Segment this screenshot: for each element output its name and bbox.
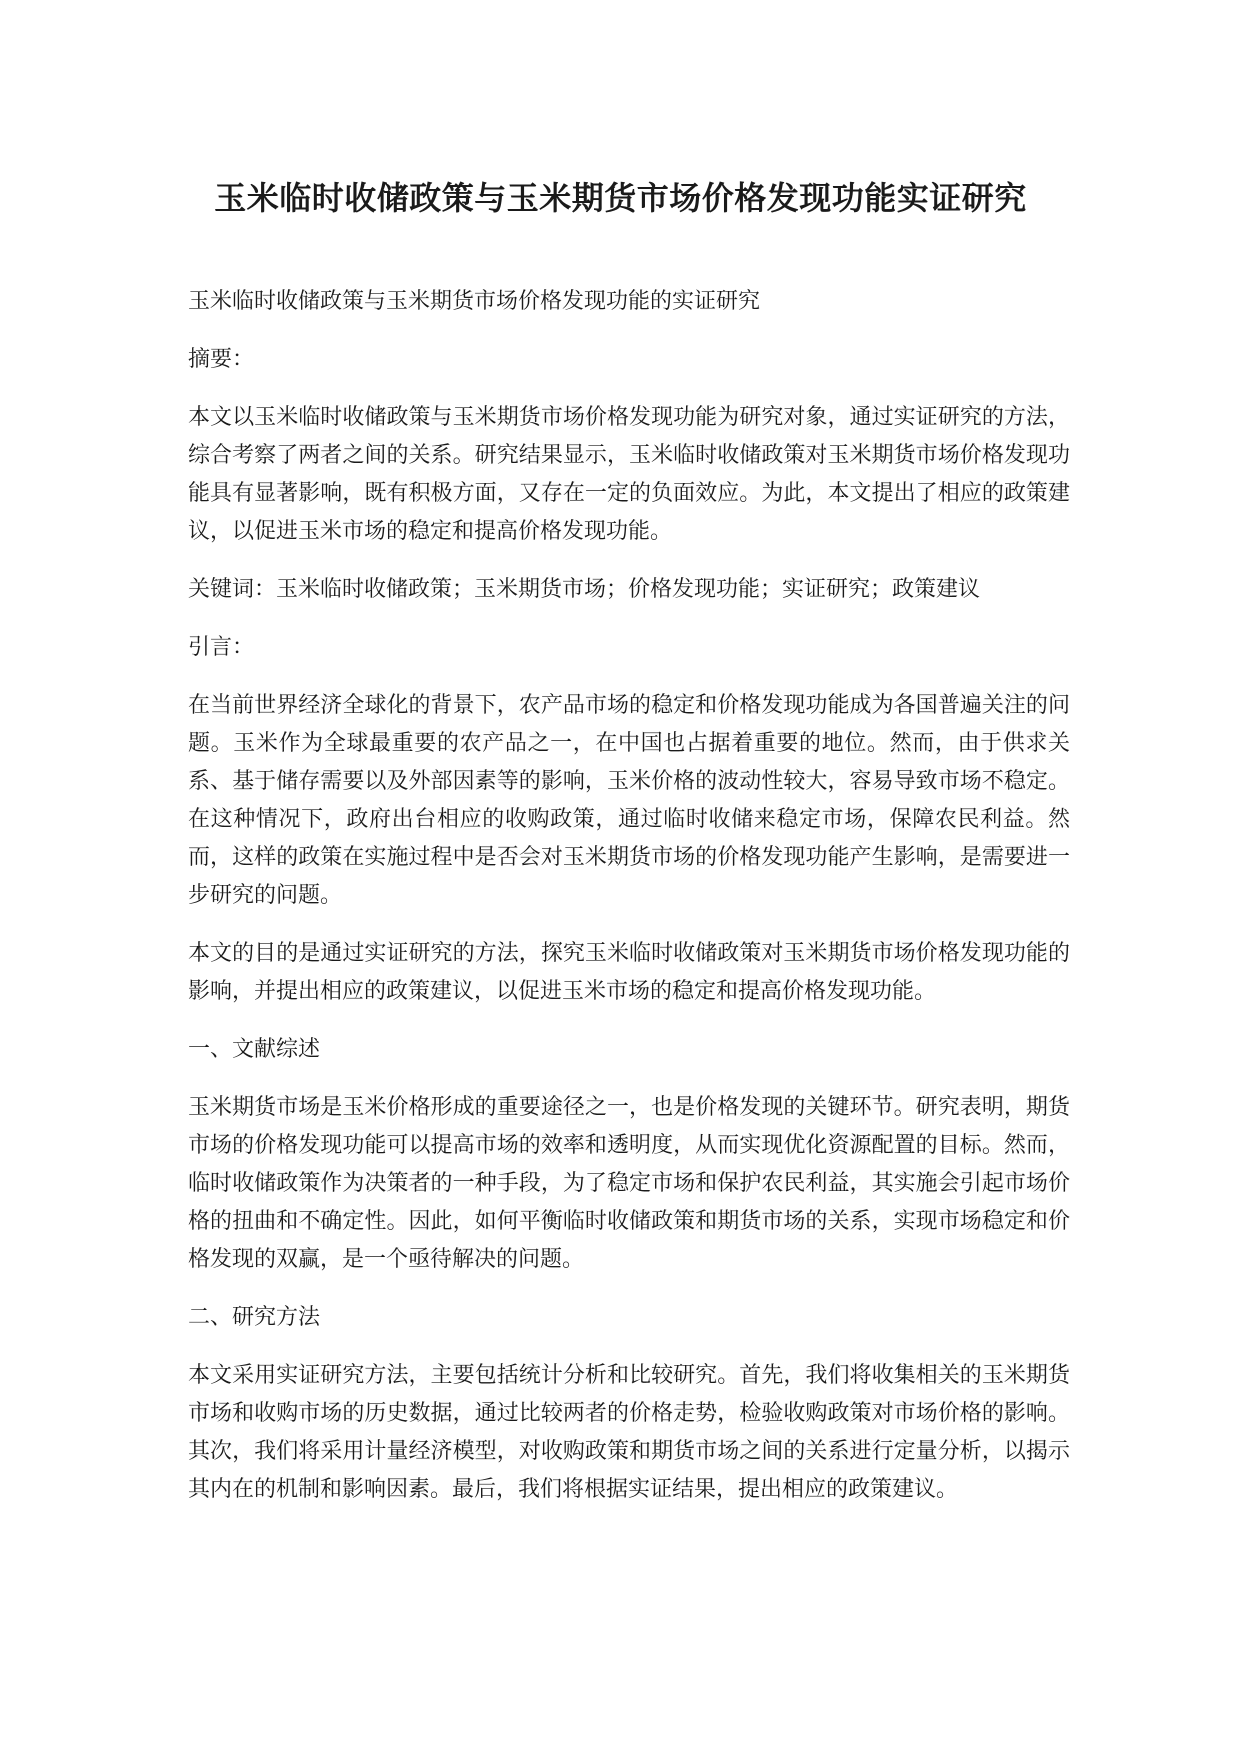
section-2-paragraph: 本文采用实证研究方法，主要包括统计分析和比较研究。首先，我们将收集相关的玉米期货市场和收购市场的历史数据，通过比较两者的价格走势，检验收购政策对市场价格的影响。其次，我们将采用计量经济模型，对收购政策和期货市场之间的关系进行定量分析，以揭示其内在的机制和影响因素。最后，我们将根据实证结果，提出相应的政策建议。 (188, 1363, 1070, 1502)
intro-paragraph-2: 本文的目的是通过实证研究的方法，探究玉米临时收储政策对玉米期货市场价格发现功能的影响，并提出相应的政策建议，以促进玉米市场的稳定和提高价格发现功能。 (188, 941, 1070, 1004)
intro-heading: 引言： (188, 635, 255, 660)
document-body (188, 283, 1070, 1529)
section-2-heading: 二、研究方法 (188, 1305, 321, 1330)
document-title: 玉米临时收储政策与玉米期货市场价格发现功能实证研究 (214, 179, 1027, 217)
abstract-paragraph: 本文以玉米临时收储政策与玉米期货市场价格发现功能为研究对象，通过实证研究的方法，综合考察了两者之间的关系。研究结果显示，玉米临时收储政策对玉米期货市场价格发现功能具有显著影响，既有积极方面，又存在一定的负面效应。为此，本文提出了相应的政策建议，以促进玉米市场的稳定和提高价格发现功能。 (188, 405, 1070, 544)
section-1-heading: 一、文献综述 (188, 1037, 321, 1062)
document-subtitle: 玉米临时收储政策与玉米期货市场价格发现功能的实证研究 (188, 289, 761, 314)
keywords-line: 关键词：玉米临时收储政策；玉米期货市场；价格发现功能；实证研究；政策建议 (188, 577, 981, 602)
abstract-heading: 摘要： (188, 347, 255, 372)
section-1-paragraph: 玉米期货市场是玉米价格形成的重要途径之一，也是价格发现的关键环节。研究表明，期货市场的价格发现功能可以提高市场的效率和透明度，从而实现优化资源配置的目标。然而，临时收储政策作为决策者的一种手段，为了稳定市场和保护农民利益，其实施会引起市场价格的扭曲和不确定性。因此，如何平衡临时收储政策和期货市场的关系，实现市场稳定和价格发现的双赢，是一个亟待解决的问题。 (188, 1095, 1070, 1272)
intro-paragraph-1: 在当前世界经济全球化的背景下，农产品市场的稳定和价格发现功能成为各国普遍关注的问题。玉米作为全球最重要的农产品之一，在中国也占据着重要的地位。然而，由于供求关系、基于储存需要以及外部因素等的影响，玉米价格的波动性较大，容易导致市场不稳定。在这种情况下，政府出台相应的收购政策，通过临时收储来稳定市场，保障农民利益。然而，这样的政策在实施过程中是否会对玉米期货市场的价格发现功能产生影响，是需要进一步研究的问题。 (188, 693, 1070, 908)
